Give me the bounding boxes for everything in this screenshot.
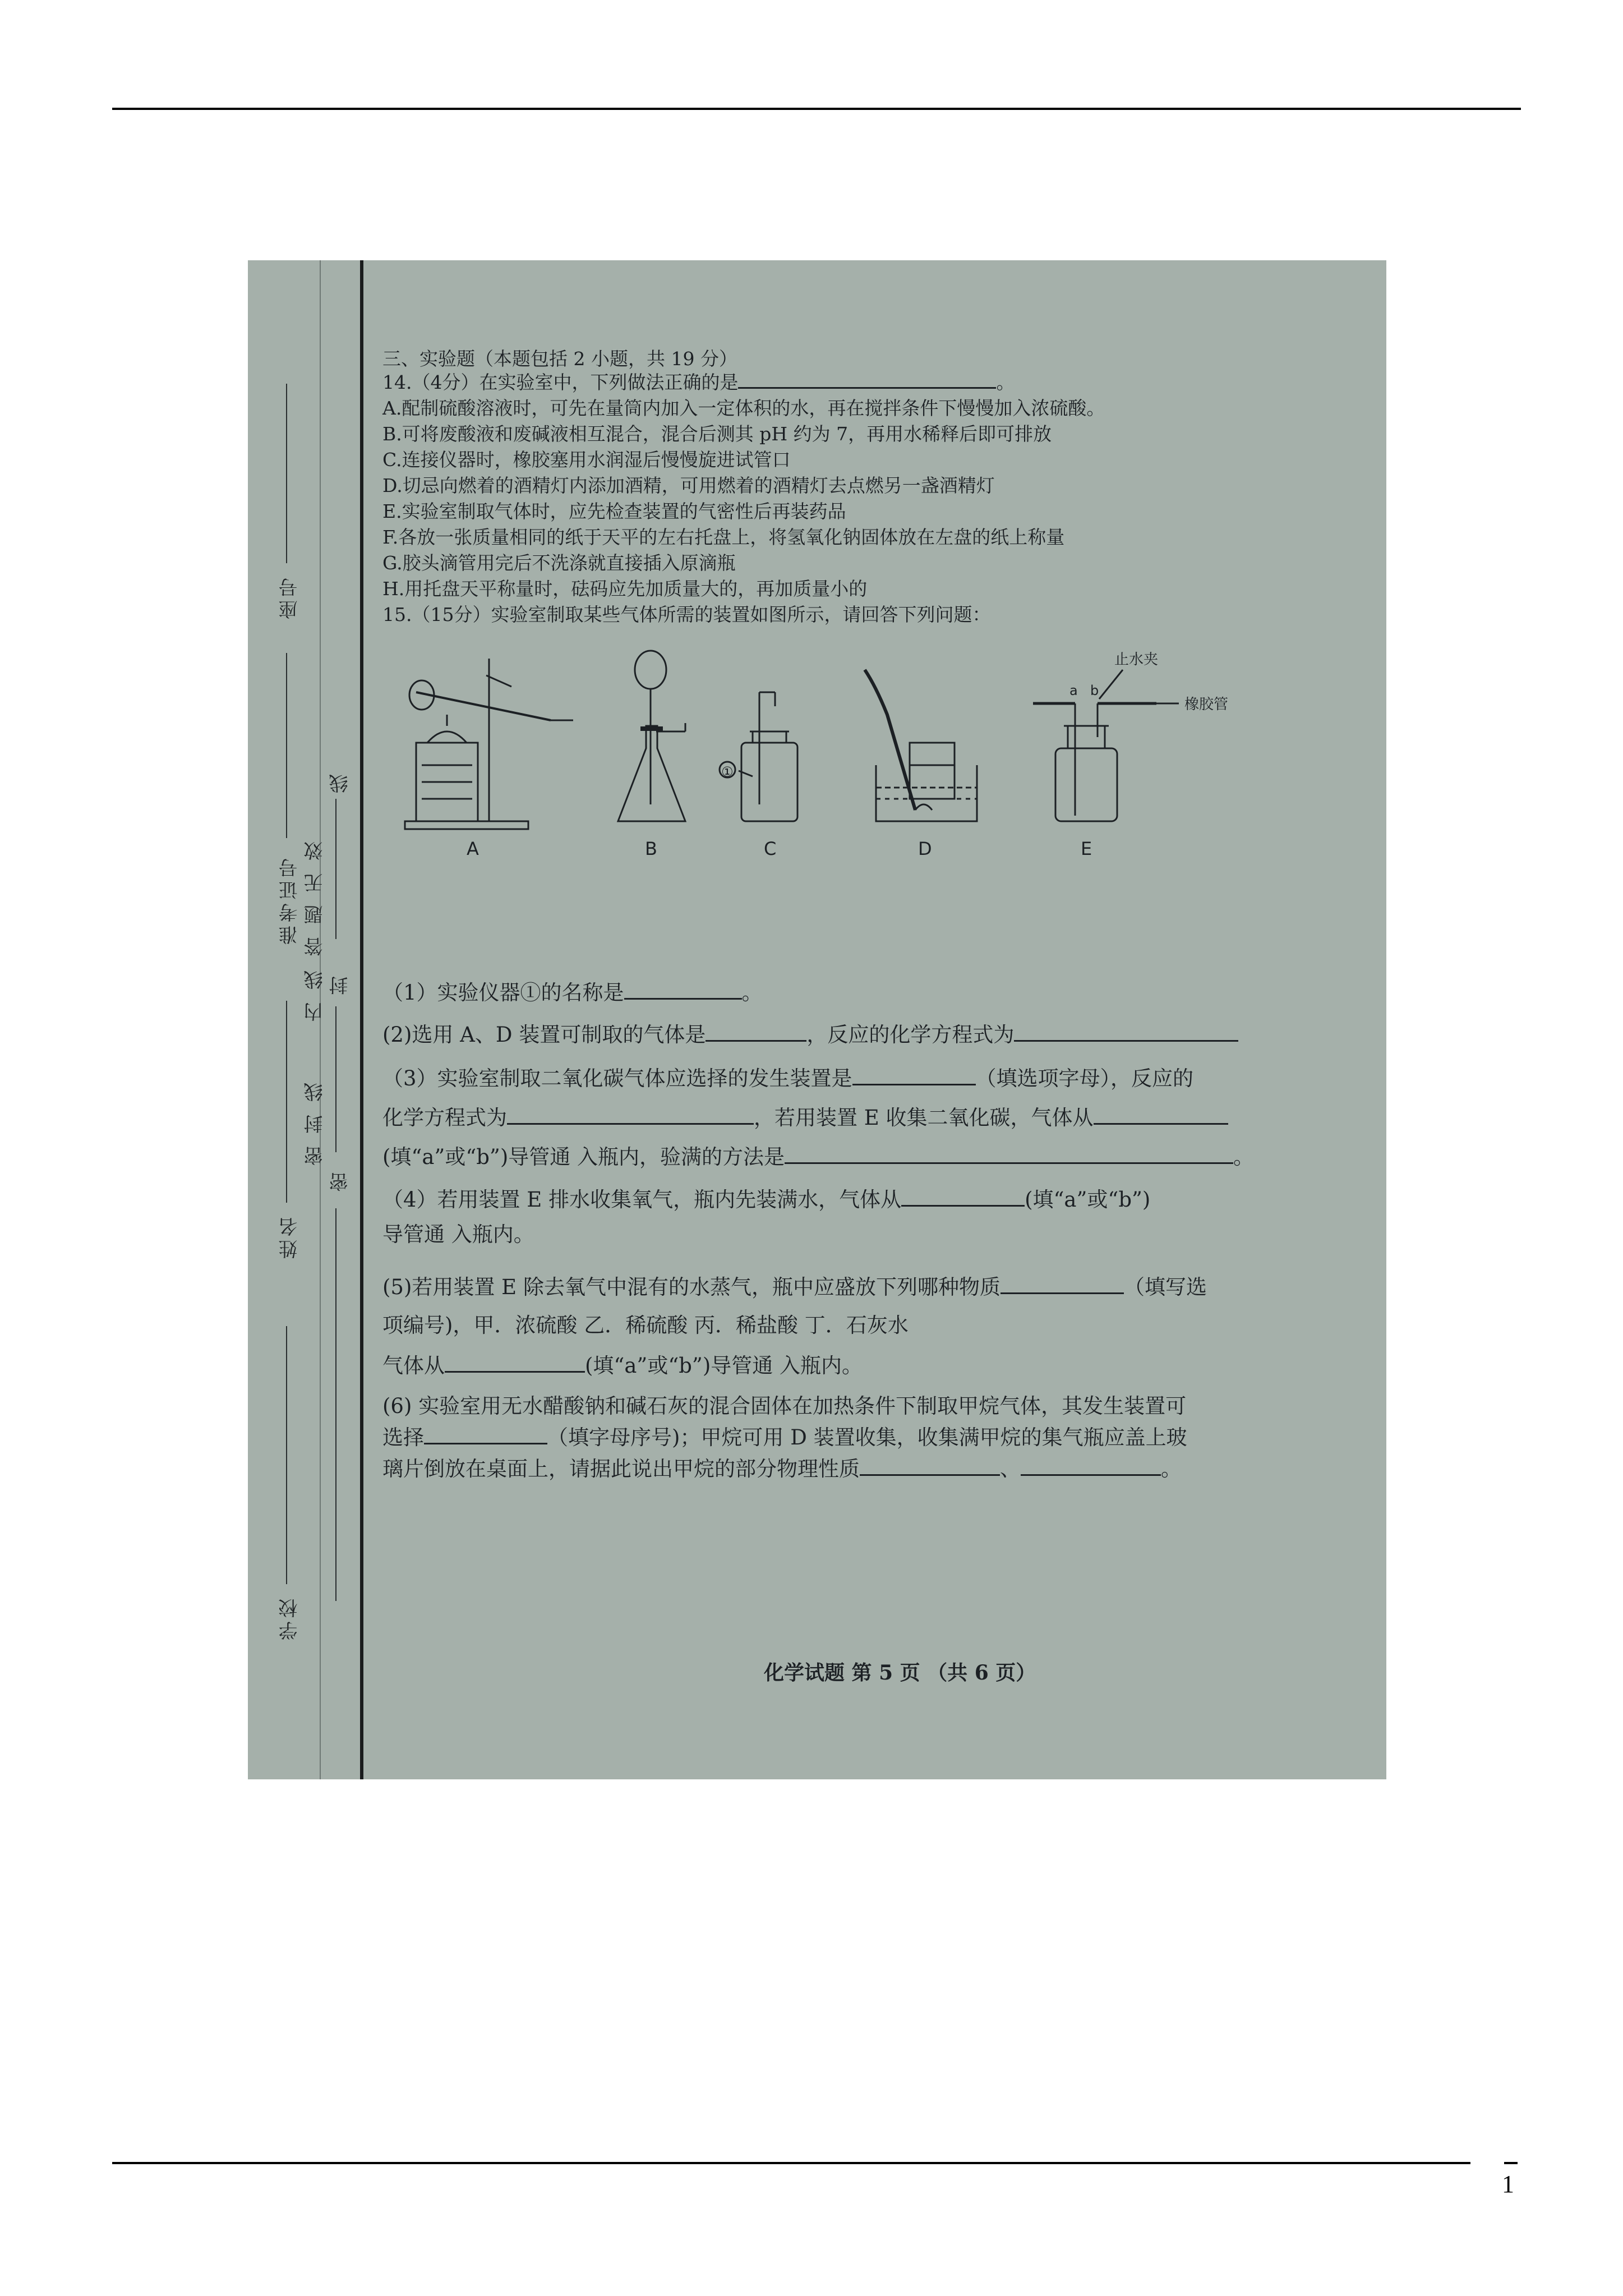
q15-p6-property-text: 璃片倒放在桌面上，请据此说出甲烷的部分物理性质 [382,1457,860,1481]
q15-part4-line2: 导管通 入瓶内。 [382,1222,534,1246]
seal-dash-1 [335,799,336,939]
apparatus-e [1033,670,1179,821]
rubber-tube-label: 橡胶管 [1184,696,1229,713]
seal-line-text: 密 封 线 [304,1079,326,1166]
name-field-line [286,1001,287,1203]
q15-p5-substance-blank[interactable] [1000,1276,1124,1294]
label-e: E [1081,838,1092,859]
q15-part6-line3 [382,1452,1182,1482]
section-title: 三、实验题（本题包括 2 小题，共 19 分） [382,348,737,370]
q15-p5-port-blank[interactable] [445,1354,585,1373]
q14-end-text: 。 [996,371,1015,393]
q15-p6-property-blank-2[interactable] [1021,1457,1161,1476]
header-rule [112,108,1521,110]
q15-p3-port-blank[interactable] [1094,1106,1228,1125]
seal-dash-2 [335,1006,336,1152]
q14-option-c: C.连接仪器时，橡胶塞用水润湿后慢慢旋进试管口 [382,449,791,471]
q15-p5-gas-text: 气体从 [382,1354,445,1378]
school-label: 学校 [279,1595,301,1640]
label-b: B [645,838,657,859]
q15-p6-collect-text: （填字母序号)；甲烷可用 D 装置收集，收集满甲烷的集气瓶应盖上玻 [547,1425,1187,1450]
q15-p6-end: 。 [1161,1457,1182,1481]
q15-p2-equation-blank[interactable] [1014,1023,1238,1042]
q15-p3-end: 。 [1233,1145,1255,1169]
q15-part1 [382,976,763,1006]
q14-option-h: H.用托盘天平称量时，砝码应先加质量大的，再加质量小的 [382,578,868,600]
exam-id-field-line [286,653,287,838]
q15-p6-property-blank-1[interactable] [860,1457,1000,1476]
apparatus-a [405,659,573,829]
page-number-dash [1504,2162,1518,2164]
q15-p4-port-blank[interactable] [901,1188,1025,1207]
apparatus-c [720,692,797,821]
exam-photo [248,260,1386,1779]
q15-p1-blank[interactable] [624,981,742,1000]
q14-answer-blank[interactable] [738,370,996,389]
binding-line [360,260,363,1779]
apparatus-d [865,670,977,821]
seat-label: 座号 [279,574,301,619]
q14-option-g: G.胶头滴管用完后不洗涤就直接插入原滴瓶 [382,552,736,574]
q14-stem [382,368,1015,394]
port-b-label: b [1090,683,1099,698]
label-c: C [764,838,777,859]
q14-option-f: F.各放一张质量相同的纸于天平的左右托盘上，将氢氧化钠固体放在左盘的纸上称量 [382,526,1065,548]
q15-p1-text: （1）实验仪器①的名称是 [382,981,624,1005]
inside-line-text: 内 线 [304,967,326,1022]
q15-stem: 15.（15分）实验室制取某些气体所需的装置如图所示，请回答下列问题： [382,604,991,625]
seat-field-line [286,384,287,563]
page-number: 1 [1502,2170,1514,2198]
q15-p6-separator: 、 [1000,1457,1021,1481]
label-d: D [918,838,932,859]
q15-p6-select-text: 选择 [382,1425,424,1450]
q15-p4-hint: (填“a”或“b”) [1025,1188,1151,1212]
q14-option-a: A.配制硫酸溶液时，可先在量筒内加入一定体积的水，再在搅拌条件下慢慢加入浓硫酸。 [382,397,1105,419]
name-label: 姓名 [279,1214,301,1259]
q15-part4-line1 [382,1182,1150,1213]
q15-p3-equation-blank[interactable] [507,1106,754,1125]
exam-page-footer: 化学试题 第 5 页 （共 6 页） [764,1661,1036,1685]
q15-p3-text: （3）实验室制取二氧化碳气体应选择的发生装置是 [382,1066,852,1091]
stop-clamp-label: 止水夹 [1114,651,1159,668]
seal-char-2: 封 [329,973,352,995]
port-a-label: a [1069,683,1078,698]
q14-option-e: E.实验室制取气体时，应先检查装置的气密性后再装药品 [382,500,846,522]
q14-stem-text: 14.（4分）在实验室中，下列做法正确的是 [382,371,739,393]
circled-one-label: ① [721,764,734,780]
q15-p3-collect-text: ，若用装置 E 收集二氧化碳，气体从 [754,1106,1094,1130]
seal-dash-3 [335,1208,336,1601]
footer-rule [112,2162,1470,2164]
q15-p3-check-text: (填“a”或“b”)导管通 入瓶内，验满的方法是 [382,1145,785,1169]
q15-p3-eq-label: 化学方程式为 [382,1106,507,1130]
q15-p3-device-blank[interactable] [852,1067,976,1085]
q15-p2-eq-text: ，反应的化学方程式为 [806,1023,1015,1047]
q15-p6-device-blank[interactable] [424,1426,547,1444]
notice-text: 答 题 无 效 [304,838,326,956]
q14-option-b: B.可将废酸液和废碱液相互混合，混合后测其 pH 约为 7，再用水稀释后即可排放 [382,423,1052,445]
q15-part5-line2: 项编号)，甲．浓硫酸 乙．稀硫酸 丙．稀盐酸 丁．石灰水 [382,1313,909,1337]
q15-p3-hint: （填选项字母），反应的 [975,1066,1194,1091]
q15-part6-line2 [382,1420,1187,1451]
q15-p1-end: 。 [741,981,763,1005]
q15-part3-line1 [382,1061,1193,1092]
q15-part3-line2 [382,1101,1228,1131]
apparatus-b [618,651,685,821]
q15-p2-text: (2)选用 A、D 装置可制取的气体是 [382,1023,706,1047]
q15-p3-check-blank[interactable] [785,1145,1233,1164]
q15-p5-text: (5)若用装置 E 除去氧气中混有的水蒸气，瓶中应盛放下列哪种物质 [382,1275,1000,1299]
q14-option-d: D.切忌向燃着的酒精灯内添加酒精，可用燃着的酒精灯去点燃另一盏酒精灯 [382,475,995,496]
q15-part3-line3 [382,1140,1254,1170]
apparatus-figure [382,636,1347,872]
line-char: 线 [329,771,352,793]
q15-part5-line1 [382,1270,1207,1300]
q15-p4-text: （4）若用装置 E 排水收集氧气，瓶内先装满水，气体从 [382,1188,902,1212]
q15-p5-end: (填“a”或“b”)导管通 入瓶内。 [585,1354,863,1378]
seal-char: 密 [329,1169,352,1191]
label-a: A [467,838,479,859]
exam-id-label: 准考证号 [279,855,301,945]
q15-part6-line1: (6) 实验室用无水醋酸钠和碱石灰的混合固体在加热条件下制取甲烷气体，其发生装置可 [382,1394,1187,1418]
q15-part5-line3 [382,1349,863,1379]
q15-p5-hint: （填写选 [1123,1275,1207,1299]
q15-part2 [382,1018,1238,1048]
q15-p2-gas-blank[interactable] [706,1023,806,1042]
school-field-line [286,1326,287,1584]
